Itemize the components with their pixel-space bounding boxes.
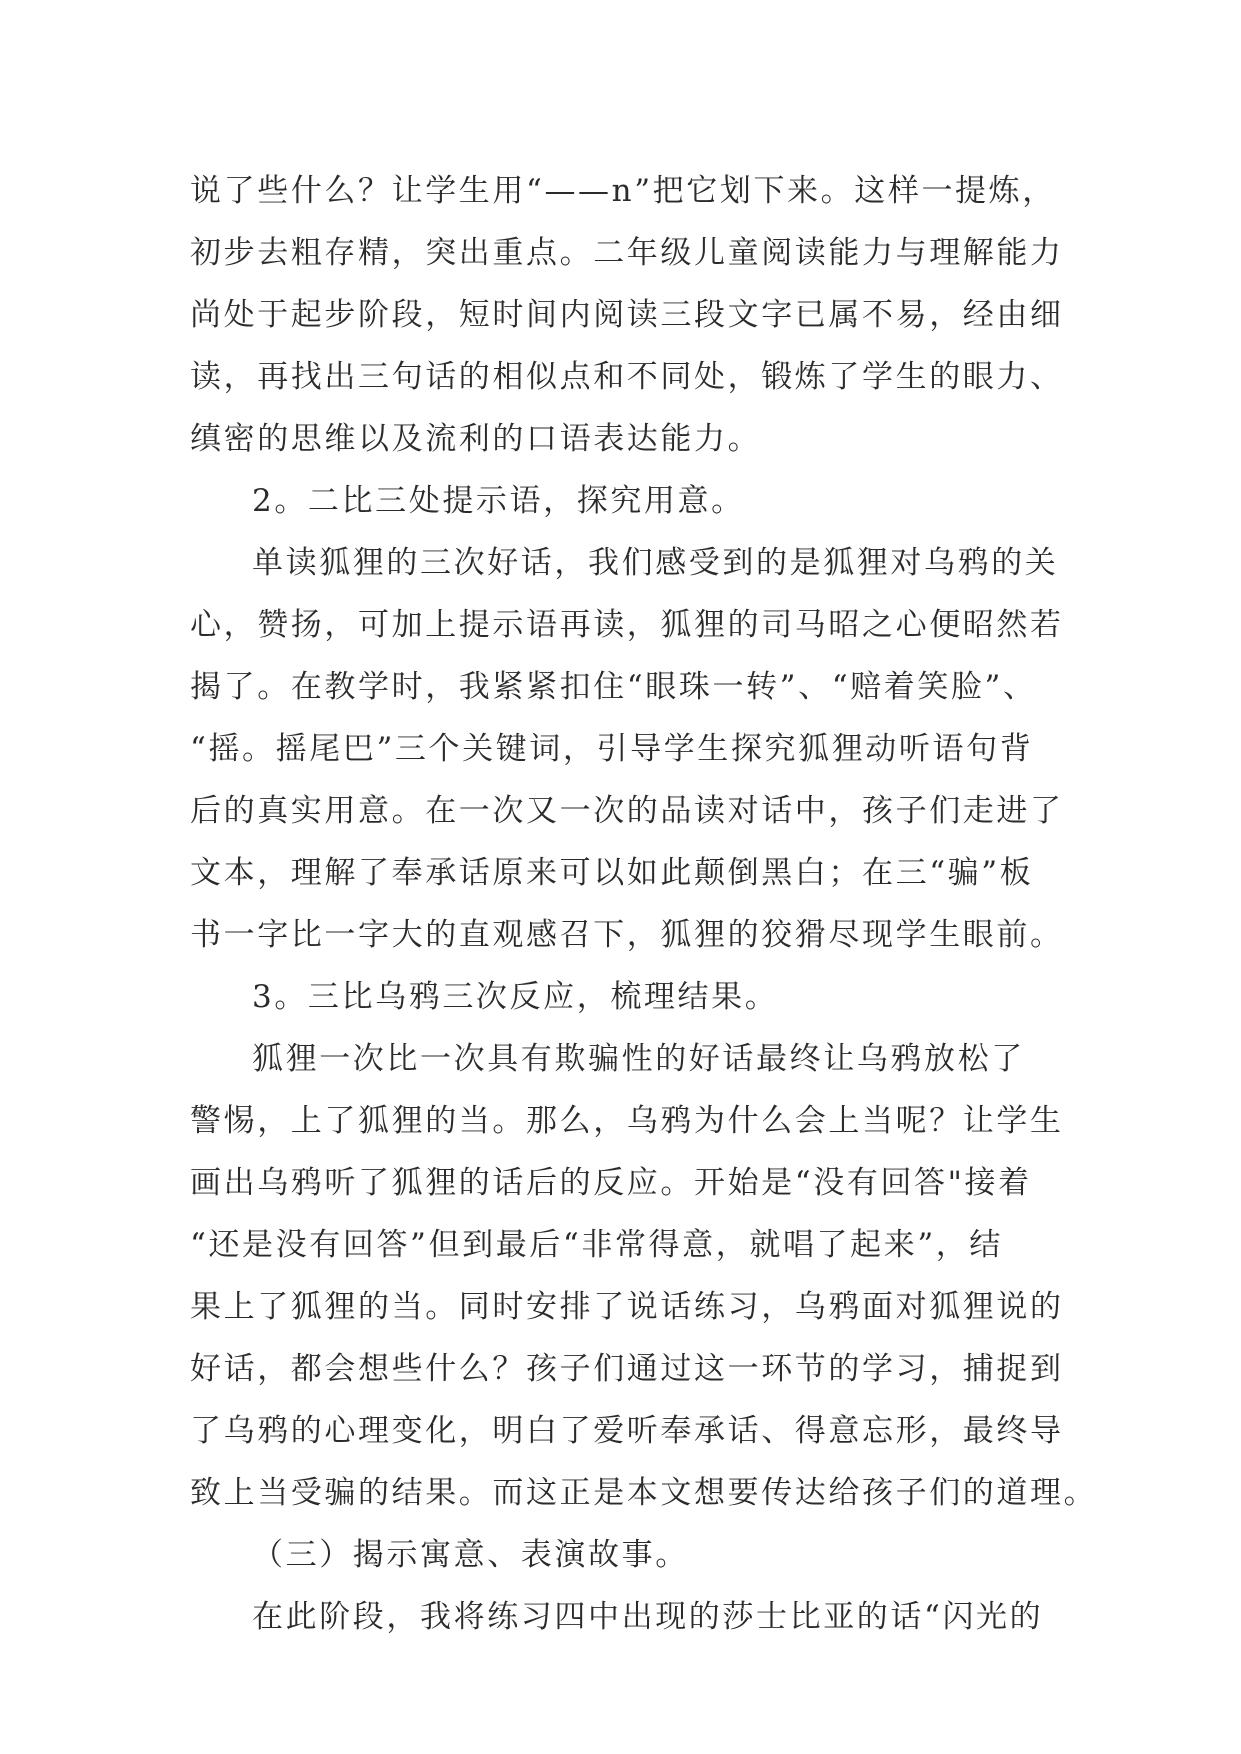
text-line: 书一字比一字大的直观感召下，狐狸的狡猾尽现学生眼前。: [190, 917, 1064, 953]
paragraph-start-line: 在此阶段，我将练习四中出现的莎士比亚的话“闪光的: [252, 1599, 1044, 1635]
text-line: 揭了。在教学时，我紧紧扣住“眼珠一转”、“赔着笑脸”、: [190, 669, 1037, 705]
body-text: [190, 160, 1098, 1648]
text-line: 画出乌鸦听了狐狸的话后的反应。开始是“没有回答"接着: [190, 1165, 1032, 1201]
text-line: 说了些什么？让学生用“——n”把它划下来。这样一提炼，: [190, 173, 1056, 209]
text-line: 好话，都会想些什么？孩子们通过这一环节的学习，捕捉到: [190, 1351, 1064, 1387]
text-line: 读，再找出三句话的相似点和不同处，锻炼了学生的眼力、: [190, 359, 1064, 395]
paragraph-start-line: 狐狸一次比一次具有欺骗性的好话最终让乌鸦放松了: [252, 1041, 1025, 1077]
text-line: 心，赞扬，可加上提示语再读，狐狸的司马昭之心便昭然若: [190, 607, 1064, 643]
text-line: 后的真实用意。在一次又一次的品读对话中，孩子们走进了: [190, 793, 1064, 829]
paragraph-start-line: 单读狐狸的三次好话，我们感受到的是狐狸对乌鸦的关: [252, 545, 1059, 581]
text-line: 致上当受骗的结果。而这正是本文想要传达给孩子们的道理。: [190, 1475, 1098, 1511]
text-line: 缜密的思维以及流利的口语表达能力。: [190, 421, 762, 457]
text-line: 初步去粗存精，突出重点。二年级儿童阅读能力与理解能力: [190, 235, 1064, 271]
text-line: 警惕，上了狐狸的当。那么，乌鸦为什么会上当呢？让学生: [190, 1103, 1064, 1139]
section-heading: 2。二比三处提示语，探究用意。: [252, 483, 745, 519]
text-line: 了乌鸦的心理变化，明白了爱听奉承话、得意忘形，最终导: [190, 1413, 1064, 1449]
text-line: “还是没有回答”但到最后“非常得意，就唱了起来”，结: [190, 1227, 1003, 1263]
text-line: “摇。摇尾巴”三个关键词，引导学生探究狐狸动听语句背: [190, 731, 1034, 767]
section-heading: （三）揭示寓意、表演故事。: [252, 1537, 689, 1573]
section-heading: 3。三比乌鸦三次反应，梳理结果。: [252, 979, 779, 1015]
text-line: 文本，理解了奉承话原来可以如此颠倒黑白；在三“骗”板: [190, 855, 1034, 891]
text-line: 果上了狐狸的当。同时安排了说话练习，乌鸦面对狐狸说的: [190, 1289, 1064, 1325]
text-line: 尚处于起步阶段，短时间内阅读三段文字已属不易，经由细: [190, 297, 1064, 333]
